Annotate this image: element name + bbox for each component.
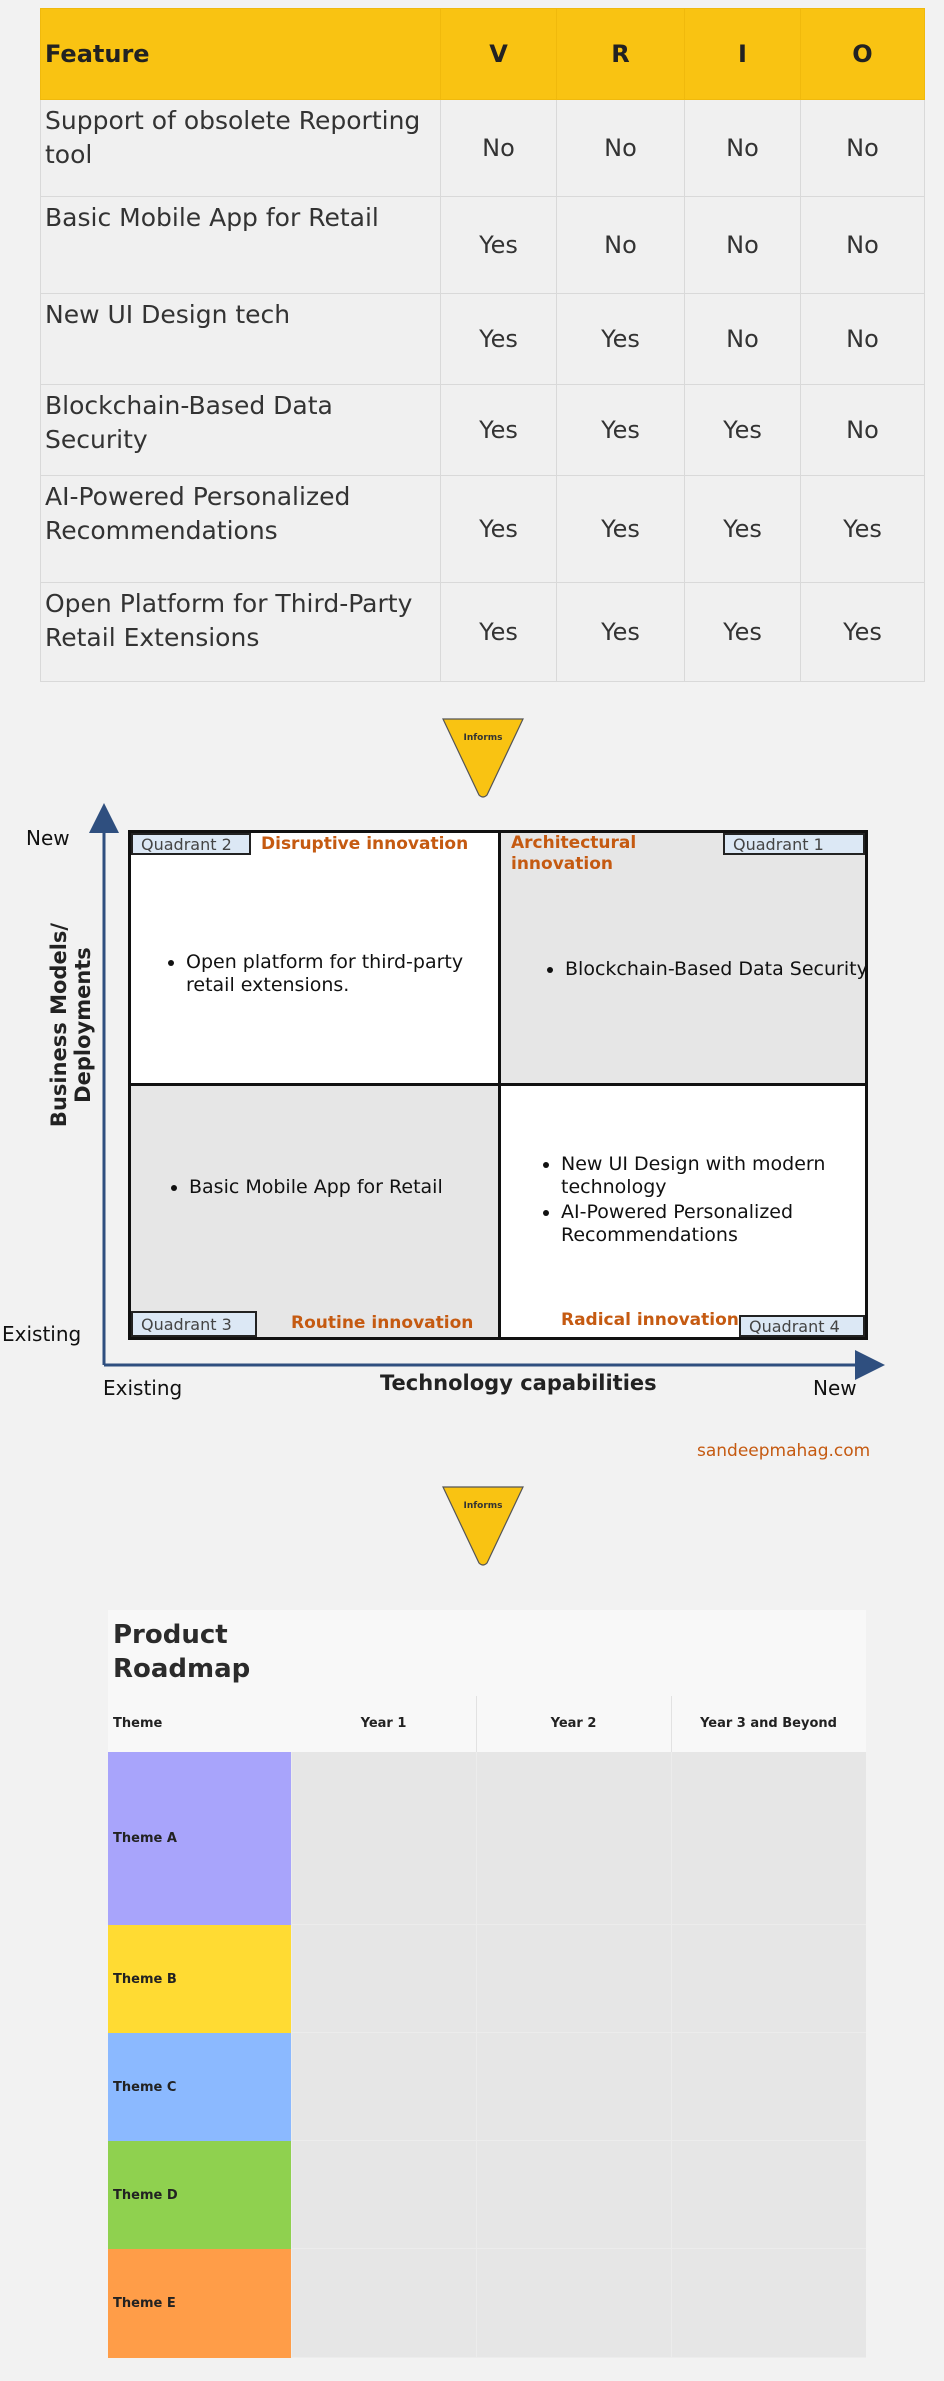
quadrant-1 [501, 833, 868, 1086]
feature-cell: Blockchain-Based Data Security [41, 385, 441, 476]
organization-cell: No [801, 385, 925, 476]
roadmap-column-headers [108, 1696, 866, 1752]
roadmap-cell[interactable] [671, 1925, 866, 2033]
feature-cell: Basic Mobile App for Retail [41, 197, 441, 294]
value-cell: Yes [441, 583, 557, 682]
quadrant-2-title: Disruptive innovation [261, 834, 469, 854]
quadrant-4-tag: Quadrant 4 [739, 1315, 865, 1337]
rarity-cell: Yes [557, 476, 685, 583]
feature-cell: Support of obsolete Reporting tool [41, 100, 441, 197]
y-axis-bottom-label: Existing [2, 1322, 82, 1346]
informs-arrow [441, 1485, 525, 1567]
x-axis-right-label: New [813, 1376, 857, 1400]
organization-cell: No [801, 197, 925, 294]
column-divider [476, 1696, 477, 1752]
y-axis-top-label: New [26, 826, 70, 850]
theme-label: Theme B [108, 1925, 291, 2033]
roadmap-title: Product Roadmap [113, 1620, 251, 1684]
quadrant-3-title: Routine innovation [291, 1313, 474, 1333]
x-axis-left-label: Existing [103, 1376, 183, 1400]
quadrant-1-title: Architectural innovation [511, 833, 637, 874]
roadmap-cell[interactable] [671, 1752, 866, 1925]
quadrant-1-tag: Quadrant 1 [723, 833, 865, 855]
roadmap-cell[interactable] [476, 2249, 671, 2358]
feature-cell: AI-Powered Personalized Recommendations [41, 476, 441, 583]
roadmap-cell[interactable] [476, 2033, 671, 2141]
organization-cell: Yes [801, 476, 925, 583]
roadmap-cell[interactable] [476, 2141, 671, 2249]
imitability-cell: Yes [685, 476, 801, 583]
feature-cell: Open Platform for Third-Party Retail Extensions [41, 583, 441, 682]
quadrant-3-tag: Quadrant 3 [131, 1311, 257, 1337]
quadrant-4-list [533, 1153, 851, 1249]
roadmap-cell[interactable] [671, 2033, 866, 2141]
quadrant-4 [501, 1086, 865, 1337]
roadmap-cell[interactable] [291, 2249, 476, 2358]
roadmap-cell[interactable] [476, 1752, 671, 1925]
theme-label: Theme D [108, 2141, 291, 2249]
header-v: V [441, 9, 557, 100]
value-cell: Yes [441, 385, 557, 476]
list-item: • New UI Design with modern technology [561, 1153, 851, 1199]
imitability-cell: No [685, 197, 801, 294]
roadmap-cell[interactable] [291, 1752, 476, 1925]
imitability-cell: No [685, 100, 801, 197]
list-item: • Open platform for third-party retail extensions. [186, 951, 486, 997]
quadrant-3-list [161, 1176, 499, 1201]
column-header-year2: Year 2 [550, 1716, 597, 1731]
value-cell: Yes [441, 476, 557, 583]
value-cell: Yes [441, 197, 557, 294]
theme-label: Theme C [108, 2033, 291, 2141]
theme-label: Theme E [108, 2249, 291, 2358]
header-o: O [801, 9, 925, 100]
organization-cell: No [801, 100, 925, 197]
header-feature: Feature [41, 9, 441, 100]
list-item: • Blockchain-Based Data Security [565, 958, 885, 981]
imitability-cell: No [685, 294, 801, 385]
list-item: • Basic Mobile App for Retail [189, 1176, 499, 1199]
down-triangle-icon [441, 1485, 525, 1567]
quadrant-4-title: Radical innovation [561, 1310, 739, 1330]
imitability-cell: Yes [685, 583, 801, 682]
rarity-cell: Yes [557, 294, 685, 385]
imitability-cell: Yes [685, 385, 801, 476]
source-credit: sandeepmahag.com [697, 1441, 871, 1461]
rarity-cell: Yes [557, 583, 685, 682]
informs-label: Informs [463, 1501, 503, 1511]
roadmap-header [108, 1610, 866, 1696]
quadrant-2 [131, 833, 501, 1086]
rarity-cell: Yes [557, 385, 685, 476]
roadmap-cell[interactable] [476, 1925, 671, 2033]
column-header-theme: Theme [113, 1716, 163, 1731]
value-cell: No [441, 100, 557, 197]
product-roadmap [108, 1610, 866, 2359]
roadmap-cell[interactable] [291, 2141, 476, 2249]
column-header-year1: Year 1 [360, 1716, 407, 1731]
rarity-cell: No [557, 100, 685, 197]
matrix-grid [128, 830, 868, 1340]
quadrant-2-tag: Quadrant 2 [131, 833, 251, 855]
value-cell: Yes [441, 294, 557, 385]
quadrant-1-list [537, 958, 885, 983]
header-i: I [685, 9, 801, 100]
theme-label: Theme A [108, 1752, 291, 1925]
roadmap-cell[interactable] [671, 2141, 866, 2249]
quadrant-3 [131, 1086, 501, 1337]
column-header-year3: Year 3 and Beyond [700, 1716, 837, 1731]
roadmap-cell[interactable] [671, 2249, 866, 2358]
organization-cell: Yes [801, 583, 925, 682]
y-axis-title: Business Models/ Deployments [47, 922, 95, 1128]
roadmap-cell[interactable] [291, 2033, 476, 2141]
header-r: R [557, 9, 685, 100]
feature-cell: New UI Design tech [41, 294, 441, 385]
x-axis-title: Technology capabilities [380, 1371, 657, 1395]
rarity-cell: No [557, 197, 685, 294]
informs-label: Informs [463, 733, 503, 743]
organization-cell: No [801, 294, 925, 385]
column-divider [671, 1696, 672, 1752]
list-item: • AI-Powered Personalized Recommendations [561, 1201, 851, 1247]
quadrant-2-list [158, 951, 486, 999]
roadmap-cell[interactable] [291, 1925, 476, 2033]
